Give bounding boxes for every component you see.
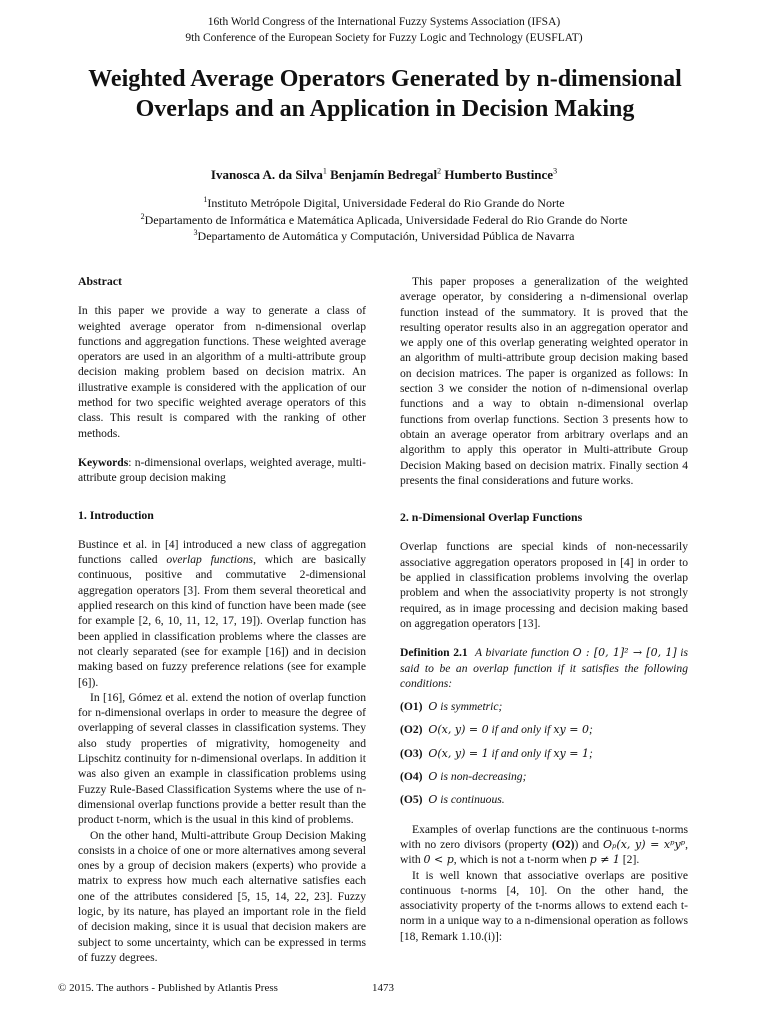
condition-math: O [428, 770, 438, 784]
affiliation-text: Departamento de Informática e Matemática Aplicada, Universidade Federal do Rio Grande do Norte [144, 212, 628, 227]
venue-line-2: 9th Conference of the European Society for Fuzzy Logic and Technology (EUSFLAT) [185, 32, 583, 44]
author-sup: 3 [553, 166, 558, 176]
definition-label: Definition 2.1 [400, 646, 468, 660]
condition-label: (O1) [400, 700, 423, 714]
definition-2-1 [400, 645, 688, 691]
author-name: Ivanosca A. da Silva [210, 167, 323, 182]
section-2-heading: 2. n-Dimensional Overlap Functions [400, 510, 583, 525]
associativity-paragraph: It is well known that associative overlaps are positive continuous t-norms [4, 10]. On the other hand, the associativity property of the t-norms allows to extend each t-norm in a unique way to a n-dimensional operation as follows [18, Remark 1.10.(i)]: [400, 868, 688, 943]
intro-paragraph-2: In [16], Gómez et al. extend the notion of overlap function for n-dimensional overlaps in order to measure the degree of overlapping of several classes in classification systems. They also study properties of migrativity, homogeneity and Lipschitz continuity for n-dimensional overlaps. In addition it was also given an example in classification problems using Fuzzy Rule-Based Classification Systems where the use of n-dimensional overlap functions provide a better result than the product t-norm, which is the usual in this kind of problems. [78, 690, 366, 827]
keywords-text: : n-dimensional overlaps, weighted average, multi-attribute group decision making [78, 455, 366, 485]
affiliation-text: Instituto Metrópole Digital, Universidade Federal do Rio Grande do Norte [207, 196, 565, 210]
examples-text-2: ) and [574, 837, 604, 851]
intro-paragraph-3: On the other hand, Multi-attribute Group Decision Making consists in a choice of one or more alternatives among several ones by a group of decision makers (experts) who provide a matrix to express how much each alternative satisfies each one of the attributes considered [5, 15, 14, 22, 23]. Fuzzy logic, by its nature, has played an important role in the field of decision making, since it is usual that decision makers are subject to some uncertainty, which can be expressed in terms of fuzzy degrees. [78, 828, 366, 964]
right-column [400, 274, 688, 944]
condition-text: is continuous. [437, 793, 505, 807]
examples-paragraph [400, 822, 688, 868]
condition-math: O [428, 700, 438, 714]
intro-p1-text-cont: , which are basically continuous, positive and commutative 2-dimensional aggregation operators [3]. From them several theoretical and applied research on this kind of function have been made (see for example [2, 6, 10, 11, 12, 17, 19]). Overlap function has been applied in classification problems where the classes are not clearly separated (see for example [16]) and in decision making based on fuzzy preference relations (see for example [6]). [78, 553, 366, 689]
venue-header [0, 14, 768, 46]
condition-math: O(x, y) = 0 [428, 723, 489, 737]
affiliation-sup: 3 [193, 228, 198, 237]
intro-paragraph-1 [78, 537, 366, 690]
examples-math-3: p ≠ 1 [589, 853, 620, 867]
condition-math: O(x, y) = 1 [428, 746, 489, 760]
examples-text-4: , which is not a t-norm when [453, 853, 590, 867]
keywords [78, 455, 366, 486]
condition-label: (O5) [400, 793, 423, 807]
examples-text-5: [2]. [619, 853, 640, 867]
overlap-functions-term: overlap functions [166, 553, 254, 567]
condition-o5 [400, 792, 688, 807]
examples-text-3: , with [400, 837, 688, 867]
condition-tail: ; [588, 723, 593, 737]
section-2-paragraph: Overlap functions are special kinds of non-necessarily associative aggregation operators proposed in [4] in order to be applied in classification problems involving the overlap problem and when the associativity property is not strongly required, as in image processing and decision making based on aggregation operators [13]. [400, 540, 688, 630]
condition-tail: ; [588, 746, 593, 760]
definition-text-cont: is said to be an overlap function if it satisfies the following conditions: [400, 646, 688, 690]
affiliation [0, 212, 768, 229]
examples-math: Oₚ(x, y) = xᵖyᵖ [603, 837, 686, 851]
paper-title: Weighted Average Operators Generated by n-dimensional Overlaps and an Application in Decision Making [88, 66, 682, 122]
condition-math: O [428, 793, 438, 807]
venue-line-1: 16th World Congress of the International Fuzzy Systems Association (IFSA) [207, 16, 561, 28]
property-ref: (O2) [551, 837, 575, 851]
author-name: Humberto Bustince [444, 167, 554, 182]
condition-text: is non-decreasing; [437, 770, 527, 784]
affiliation [0, 228, 768, 245]
author-sup: 2 [437, 166, 442, 176]
condition-label: (O2) [400, 723, 423, 737]
overview-paragraph: This paper proposes a generalization of the weighted average operator, by considering a n-dimensional overlap function instead of the summatory. It is proved that the resulting operator results also in an aggregation operator and we apply one of this overlap generating weighted operator in an algorithm of multi-attribute group decision making based on decision matrices. The paper is organized as follows: In section 3 we consider the notion of n-dimensional overlap functions and a way to obtain n-dimensional overlap functions from overlap functions. Section 3 presents how to obtain an average operator from arbitrary overlaps and an algorithm to apply this operator in Multi-attribute Group Decision Making based on decision matrix. Finally section 4 presents the final considerations and future works. [400, 275, 688, 487]
author-list [0, 167, 768, 183]
abstract-text: In this paper we provide a way to generate a class of weighted average operator from n-dimensional overlap functions and aggregation functions. These weighted average operators are used in an algorithm of a multi-attribute group decision making problem based on decision matrix. An illustrative example is considered with the application of our method for two specific weighted average operators of this class. This result is compared with the ranking of other methods. [78, 304, 366, 440]
affiliation-sup: 1 [203, 195, 208, 204]
condition-o4 [400, 769, 688, 784]
affiliation-text: Departamento de Automática y Computación, Universidad Pública de Navarra [197, 229, 575, 243]
author-name: Benjamín Bedregal [330, 167, 438, 182]
condition-text: if and only if [488, 723, 554, 737]
condition-o2 [400, 722, 688, 737]
affiliation-sup: 2 [140, 211, 145, 221]
definition-text: A bivariate function [475, 646, 573, 660]
condition-label: (O3) [400, 746, 423, 760]
examples-text: Examples of overlap functions are the continuous t-norms with no zero divisors (property [400, 822, 688, 851]
affiliation [0, 195, 768, 212]
condition-o3 [400, 746, 688, 761]
condition-label: (O4) [400, 770, 423, 784]
condition-math-2: xy = 1 [553, 746, 589, 760]
condition-math-2: xy = 0 [553, 723, 589, 737]
page-number: 1473 [372, 982, 394, 994]
examples-math-2: 0 < p [423, 853, 454, 867]
copyright-notice: © 2015. The authors - Published by Atlantis Press [58, 982, 278, 994]
condition-text: if and only if [488, 746, 554, 760]
abstract-heading: Abstract [78, 274, 122, 288]
condition-text: is symmetric; [437, 700, 503, 714]
definition-math: O : [0, 1]² → [0, 1] [572, 646, 677, 660]
keywords-label: Keywords [78, 455, 129, 469]
condition-o1 [400, 699, 688, 714]
intro-p1-text: Bustince et al. in [4] introduced a new class of aggregation functions called [78, 537, 366, 567]
author-sup: 1 [322, 166, 327, 176]
section-1-heading: 1. Introduction [78, 507, 154, 522]
left-column [78, 274, 366, 965]
affiliation-list [0, 195, 768, 245]
